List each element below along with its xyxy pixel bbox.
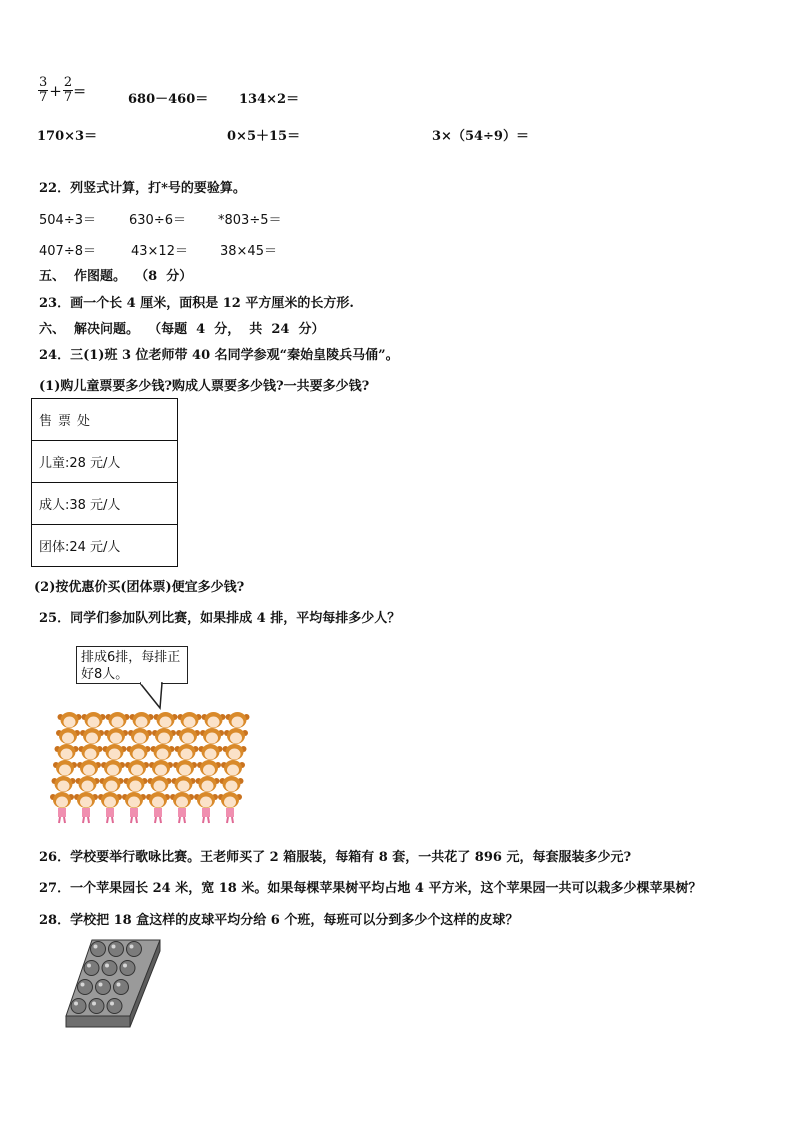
section-6-heading: 六、 解决问题。 （每题 4 分， 共 24 分） — [39, 322, 325, 337]
student-figure — [202, 712, 226, 728]
ball-icon — [120, 961, 135, 976]
ball-highlight — [92, 1002, 96, 1006]
student-figure — [194, 792, 218, 823]
q22-expr-504div3: 504÷3＝ — [39, 213, 96, 228]
question-26: 26．学校要举行歌咏比赛。王老师买了 2 箱服装，每箱有 8 套，一共花了 896 元，每套服装多少元? — [39, 850, 632, 865]
ball-highlight — [123, 964, 127, 968]
student-figure — [104, 728, 128, 744]
question-23: 23．画一个长 4 厘米，面积是 12 平方厘米的长方形. — [39, 296, 354, 311]
student-figure — [223, 744, 247, 760]
ticket-office-header: 售票处 — [32, 399, 178, 441]
plus-sign: + — [49, 81, 62, 100]
student-figure — [82, 712, 106, 728]
table-row — [32, 399, 178, 441]
question-24-part2: (2)按优惠价买(团体票)便宜多少钱? — [34, 580, 245, 595]
ball-icon — [114, 980, 129, 995]
expression-3x-54div9: 3×（54÷9）＝ — [432, 129, 529, 144]
speech-bubble-line-1: 排成6排，每排正 — [81, 650, 181, 665]
ball-highlight — [110, 1002, 114, 1006]
student-figure — [199, 744, 223, 760]
ball-icon — [78, 980, 93, 995]
ball-highlight — [87, 964, 91, 968]
student-figure — [172, 776, 196, 792]
student-figure — [53, 760, 77, 776]
student-figure — [220, 776, 244, 792]
expression-134x2: 134×2＝ — [239, 92, 300, 107]
student-figure — [128, 728, 152, 744]
fraction-denominator: 7 — [39, 90, 48, 105]
student-figure — [154, 712, 178, 728]
fraction-2-7 — [63, 76, 73, 105]
ball-highlight — [117, 983, 121, 987]
student-figure — [125, 760, 149, 776]
ball-icon — [71, 999, 86, 1014]
ball-highlight — [105, 964, 109, 968]
question-24-title: 24．三(1)班 3 位老师带 40 名同学参观“秦始皇陵兵马俑”。 — [39, 348, 399, 363]
ball-highlight — [81, 983, 85, 987]
student-figure — [152, 728, 176, 744]
student-figure — [200, 728, 224, 744]
question-27: 27．一个苹果园长 24 米，宽 18 米。如果每棵苹果树平均占地 4 平方米，这个苹果园一共可以栽多少棵苹果树？ — [39, 881, 702, 896]
ticket-price-table — [31, 398, 178, 567]
ball-highlight — [94, 945, 98, 949]
fraction-3-7 — [38, 76, 48, 105]
child-price-cell: 儿童:28 元/人 — [32, 441, 178, 483]
student-figure — [221, 760, 245, 776]
student-figure — [106, 712, 130, 728]
speech-bubble-line-2: 好8人。 — [81, 667, 129, 682]
equals-sign: ＝ — [73, 85, 87, 100]
student-figure — [175, 744, 199, 760]
section-5-heading: 五、 作图题。 （8 分） — [39, 269, 193, 284]
ball-icon — [96, 980, 111, 995]
fraction-numerator: 2 — [63, 75, 73, 90]
ball-icon — [127, 942, 142, 957]
student-figure — [197, 760, 221, 776]
ball-highlight — [112, 945, 116, 949]
student-figure — [178, 712, 202, 728]
student-figure — [170, 792, 194, 823]
student-figure — [151, 744, 175, 760]
student-figure — [58, 712, 82, 728]
ball-icon — [109, 942, 124, 957]
q22-expr-407div8: 407÷8＝ — [39, 244, 96, 259]
fraction-numerator: 3 — [39, 75, 48, 90]
table-row — [32, 525, 178, 567]
fraction-denominator: 7 — [63, 90, 73, 105]
student-figure — [149, 760, 173, 776]
table-row — [32, 441, 178, 483]
student-figure — [196, 776, 220, 792]
student-figure — [127, 744, 151, 760]
ball-icon — [89, 999, 104, 1014]
question-28: 28．学校把 18 盒这样的皮球平均分给 6 个班，每班可以分到多少个这样的皮球？ — [39, 913, 519, 928]
q22-expr-43x12: 43×12＝ — [131, 244, 188, 259]
ball-icon — [91, 942, 106, 957]
student-figure — [98, 792, 122, 823]
student-figure — [226, 712, 250, 728]
question-25-title: 25．同学们参加队列比赛，如果排成 4 排，平均每排多少人？ — [39, 611, 401, 626]
question-24-part1: (1)购儿童票要多少钱?购成人票要多少钱?一共要多少钱? — [39, 379, 370, 394]
student-figure — [176, 728, 200, 744]
speech-bubble — [76, 646, 188, 684]
student-figure — [130, 712, 154, 728]
student-figure — [224, 728, 248, 744]
ball-icon — [84, 961, 99, 976]
student-figure — [173, 760, 197, 776]
adult-price-cell: 成人:38 元/人 — [32, 483, 178, 525]
expression-fraction-sum — [38, 76, 86, 105]
expression-680-460: 680－460＝ — [128, 92, 209, 107]
student-figure — [79, 744, 103, 760]
student-figure — [52, 776, 76, 792]
ball-highlight — [99, 983, 103, 987]
q22-expr-803div5: *803÷5＝ — [218, 213, 282, 228]
student-figure — [124, 776, 148, 792]
q22-expr-38x45: 38×45＝ — [220, 244, 277, 259]
student-figure — [148, 776, 172, 792]
ball-icon — [102, 961, 117, 976]
student-figure — [74, 792, 98, 823]
group-price-cell: 团体:24 元/人 — [32, 525, 178, 567]
student-figure — [122, 792, 146, 823]
ball-highlight — [130, 945, 134, 949]
student-figure — [103, 744, 127, 760]
students-in-rows-illustration — [50, 708, 255, 828]
student-figure — [146, 792, 170, 823]
student-figure — [76, 776, 100, 792]
table-row — [32, 483, 178, 525]
student-figure — [55, 744, 79, 760]
student-figure — [50, 792, 74, 823]
student-figure — [100, 776, 124, 792]
ball-highlight — [74, 1002, 78, 1006]
student-figure — [77, 760, 101, 776]
student-figure — [80, 728, 104, 744]
student-figure — [101, 760, 125, 776]
question-22-title: 22．列竖式计算，打*号的要验算。 — [39, 181, 246, 196]
expression-170x3: 170×3＝ — [37, 129, 98, 144]
expression-0x5-plus-15: 0×5＋15＝ — [227, 129, 301, 144]
student-figure — [218, 792, 242, 823]
ball-box-illustration — [64, 938, 164, 1030]
ball-icon — [107, 999, 122, 1014]
q22-expr-630div6: 630÷6＝ — [129, 213, 186, 228]
student-figure — [56, 728, 80, 744]
